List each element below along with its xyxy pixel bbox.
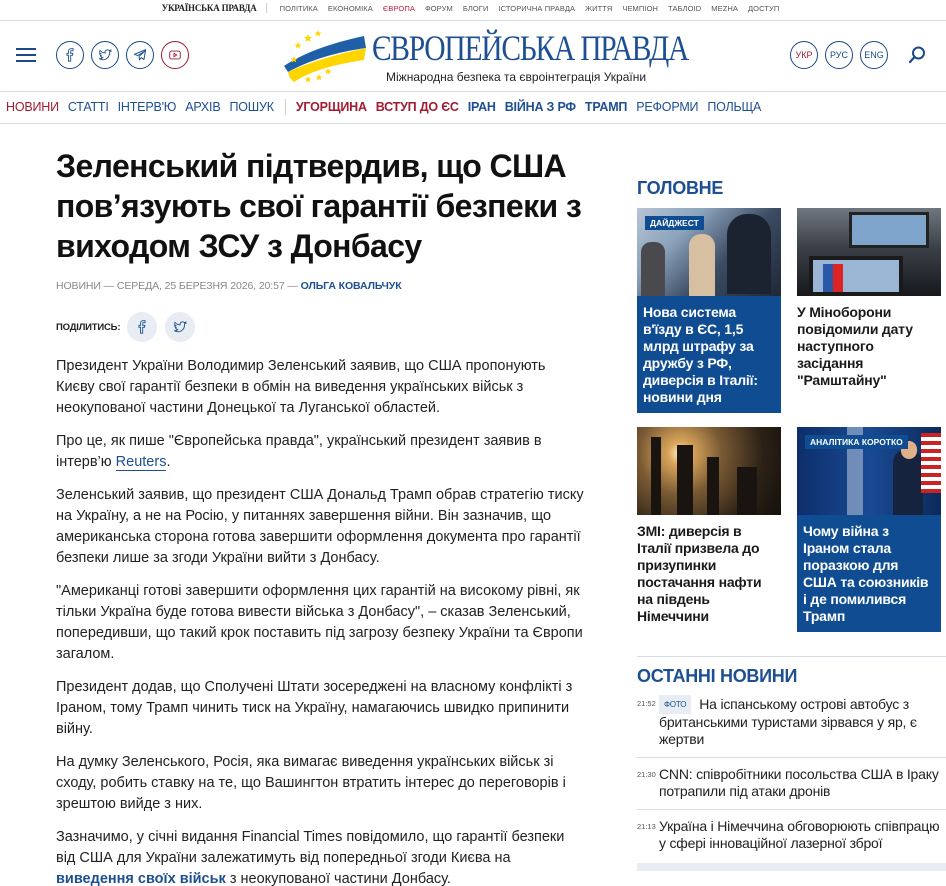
featured-card[interactable] xyxy=(637,208,781,413)
card-caption: У Міноборони повідомили дату наступного засідання "Рамштайну" xyxy=(797,304,913,388)
article-body xyxy=(56,356,586,886)
paragraph-text: Про це, як пише "Європейська правда", український президент заявив в інтерв’ю xyxy=(56,433,542,470)
network-link-europe[interactable]: ЄВРОПА xyxy=(382,3,415,13)
nav-separator xyxy=(285,99,286,115)
card-caption: Нова система в'їзду в ЄС, 1,5 млрд штрафу за дружбу з РФ, диверсія в Італії: новини дня xyxy=(643,304,758,405)
paragraph: Зеленський заявив, що президент США Дональд Трамп обрав стратегію тиску на Україну, а не на Росію, у питаннях завершення війни. Він зазначив, що американська сторона готова завершити оформлення документа про гарантії безпеки лише за згоди України вийти з Донбасу. xyxy=(56,487,584,566)
main-section-title: ГОЛОВНЕ xyxy=(637,178,724,198)
card-image xyxy=(637,208,781,296)
news-time: 21:13 xyxy=(637,822,656,831)
logo-title: ЄВРОПЕЙСЬКА ПРАВДА xyxy=(372,28,689,68)
site-header xyxy=(0,22,946,88)
paragraph xyxy=(56,827,586,886)
card-image xyxy=(797,208,941,296)
meta-separator: — xyxy=(287,280,301,292)
card-image xyxy=(637,427,781,515)
paragraph-text: Зазначимо, у січні видання Financial Times повідомило, що гарантії безпеки від США для України залежатимуть від попередньої згоди Києва на xyxy=(56,829,565,866)
lang-eng-button[interactable]: ENG xyxy=(860,41,888,69)
facebook-icon[interactable] xyxy=(56,41,84,69)
divider xyxy=(0,91,946,92)
youtube-icon[interactable] xyxy=(161,41,189,69)
nav-topic-reforms[interactable]: РЕФОРМИ xyxy=(636,100,699,114)
twitter-icon[interactable] xyxy=(91,41,119,69)
paragraph: На думку Зеленського, Росія, яка вимагає виведення українських військ зі сходу, робить ставку на те, що Вашингтон втратить інтерес до переговорів і зрештою вийде з них. xyxy=(56,754,566,812)
logo-flag-icon xyxy=(282,26,368,86)
site-logo[interactable] xyxy=(282,26,689,86)
latest-section-title: ОСТАННІ НОВИНИ xyxy=(637,666,798,686)
nav-archive[interactable]: АРХІВ xyxy=(185,100,221,114)
withdrawal-link[interactable]: виведення своїх військ xyxy=(56,871,226,886)
nav-topic-iran[interactable]: ІРАН xyxy=(467,100,496,114)
article-author-link[interactable]: ОЛЬГА КОВАЛЬЧУК xyxy=(300,280,402,292)
language-switcher xyxy=(790,41,888,69)
network-link-forum[interactable]: ФОРУМ xyxy=(424,3,453,13)
news-headline: На іспанському острові автобус з британськими туристами зірвався у яр, є жертви xyxy=(659,696,917,747)
share-bar xyxy=(56,312,586,342)
featured-card[interactable] xyxy=(637,427,781,633)
news-headline: CNN: співробітники посольства США в Іраку потрапили під атаки дронів xyxy=(659,766,939,799)
facebook-icon xyxy=(135,320,149,334)
divider xyxy=(0,123,946,124)
network-link-tabloid[interactable]: ТАБЛОID xyxy=(668,3,702,13)
nav-topic-trump[interactable]: ТРАМП xyxy=(584,100,628,114)
nav-news[interactable]: НОВИНИ xyxy=(6,100,59,114)
network-link-blogs[interactable]: БЛОГИ xyxy=(462,3,489,13)
network-link-dostup[interactable]: ДОСТУП xyxy=(748,3,780,13)
logo-subtitle: Міжнародна безпека та євроінтеграція України xyxy=(386,70,647,84)
main-nav xyxy=(6,96,770,118)
article-date: СЕРЕДА, 25 БЕРЕЗНЯ 2026, 20:57 xyxy=(116,280,285,292)
network-link-economics[interactable]: ЕКОНОМІКА xyxy=(327,3,373,13)
latest-news xyxy=(637,666,946,871)
card-caption: ЗМІ: диверсія в Італії призвела до призупинки постачання нафти на південь Німеччини xyxy=(637,523,762,624)
twitter-icon xyxy=(173,320,187,334)
news-item[interactable] xyxy=(637,809,946,861)
paragraph: "Американці готові завершити оформлення цих гарантій на високому рівні, як тільки Україна буде готова вивести війська з Донбасу", – сказав Зеленський, попередивши, що такий крок поставить під загрозу безпеку України та Європи загалом. xyxy=(56,583,583,662)
nav-topic-hungary[interactable]: УГОРЩИНА xyxy=(295,100,367,114)
photo-badge: ФОТО xyxy=(659,695,691,714)
network-link-mezha[interactable]: МЕZHA xyxy=(711,3,738,13)
card-caption: Чому війна з Іраном стала поразкою для США та союзників і де помилився Трамп xyxy=(803,523,929,624)
article xyxy=(56,146,586,886)
network-link-life[interactable]: ЖИТТЯ xyxy=(585,3,613,13)
article-meta xyxy=(56,280,586,292)
nav-topic-eu-accession[interactable]: ВСТУП ДО ЄС xyxy=(375,100,459,114)
network-link-history[interactable]: ІСТОРИЧНА ПРАВДА xyxy=(498,3,576,13)
share-facebook-button[interactable] xyxy=(127,312,157,342)
lang-rus-button[interactable]: РУС xyxy=(825,41,853,69)
paragraph-text: . xyxy=(166,454,171,470)
news-time: 21:30 xyxy=(637,770,656,779)
divider xyxy=(0,20,946,21)
lang-ukr-button[interactable]: УКР xyxy=(790,41,818,69)
news-item[interactable] xyxy=(637,757,946,809)
share-twitter-button[interactable] xyxy=(165,312,195,342)
news-item[interactable] xyxy=(637,693,946,757)
featured-card[interactable] xyxy=(797,427,941,632)
article-section-link[interactable]: НОВИНИ xyxy=(56,280,101,292)
network-brand-link[interactable]: УКРАЇНСЬКА ПРАВДА xyxy=(162,3,267,13)
card-image xyxy=(797,427,941,515)
telegram-icon[interactable] xyxy=(126,41,154,69)
search-icon[interactable] xyxy=(907,45,927,65)
news-text xyxy=(659,695,946,748)
news-headline: Україна і Німеччина обговорюють співпрацю у сфері інноваційної лазерної зброї xyxy=(659,818,940,851)
meta-separator: — xyxy=(103,280,117,292)
reuters-link[interactable]: Reuters xyxy=(115,454,167,470)
nav-search[interactable]: ПОШУК xyxy=(229,100,274,114)
share-label: ПОДІЛИТИСЬ: xyxy=(56,321,121,333)
card-tag: АНАЛІТИКА КОРОТКО xyxy=(805,435,908,449)
network-link-politics[interactable]: ПОЛІТИКА xyxy=(279,3,318,13)
network-bar xyxy=(0,0,946,16)
menu-icon[interactable] xyxy=(16,48,36,62)
more-news-bar[interactable] xyxy=(637,863,946,871)
card-tag: ДАЙДЖЕСТ xyxy=(645,216,704,230)
nav-topic-poland[interactable]: ПОЛЬЩА xyxy=(707,100,762,114)
paragraph: Президент України Володимир Зеленський заявив, що США пропонують Києву свої гарантії безпеки в обмін на виведення українських військ з неокупованої частини Донецької та Луганської областей. xyxy=(56,358,546,416)
news-time: 21:52 xyxy=(637,699,656,708)
nav-topic-war[interactable]: ВІЙНА З РФ xyxy=(504,100,576,114)
divider xyxy=(637,656,946,657)
paragraph-text: з неокупованої частини Донбасу. xyxy=(225,871,451,886)
network-link-champion[interactable]: ЧЕМПІОН xyxy=(622,3,659,13)
featured-card[interactable] xyxy=(797,208,941,397)
paragraph xyxy=(56,431,586,473)
social-links xyxy=(56,41,189,69)
paragraph: Президент додав, що Сполучені Штати зосереджені на власному конфлікті з Іраном, тому Трамп чинить тиск на Україну, намагаючись швидко припинити війну. xyxy=(56,679,573,737)
article-title: Зеленський підтвердив, що США пов’язують свої гарантії безпеки з виходом ЗСУ з Донбасу xyxy=(56,148,582,264)
nav-interviews[interactable]: ІНТЕРВ'Ю xyxy=(117,100,177,114)
nav-articles[interactable]: СТАТТІ xyxy=(67,100,109,114)
